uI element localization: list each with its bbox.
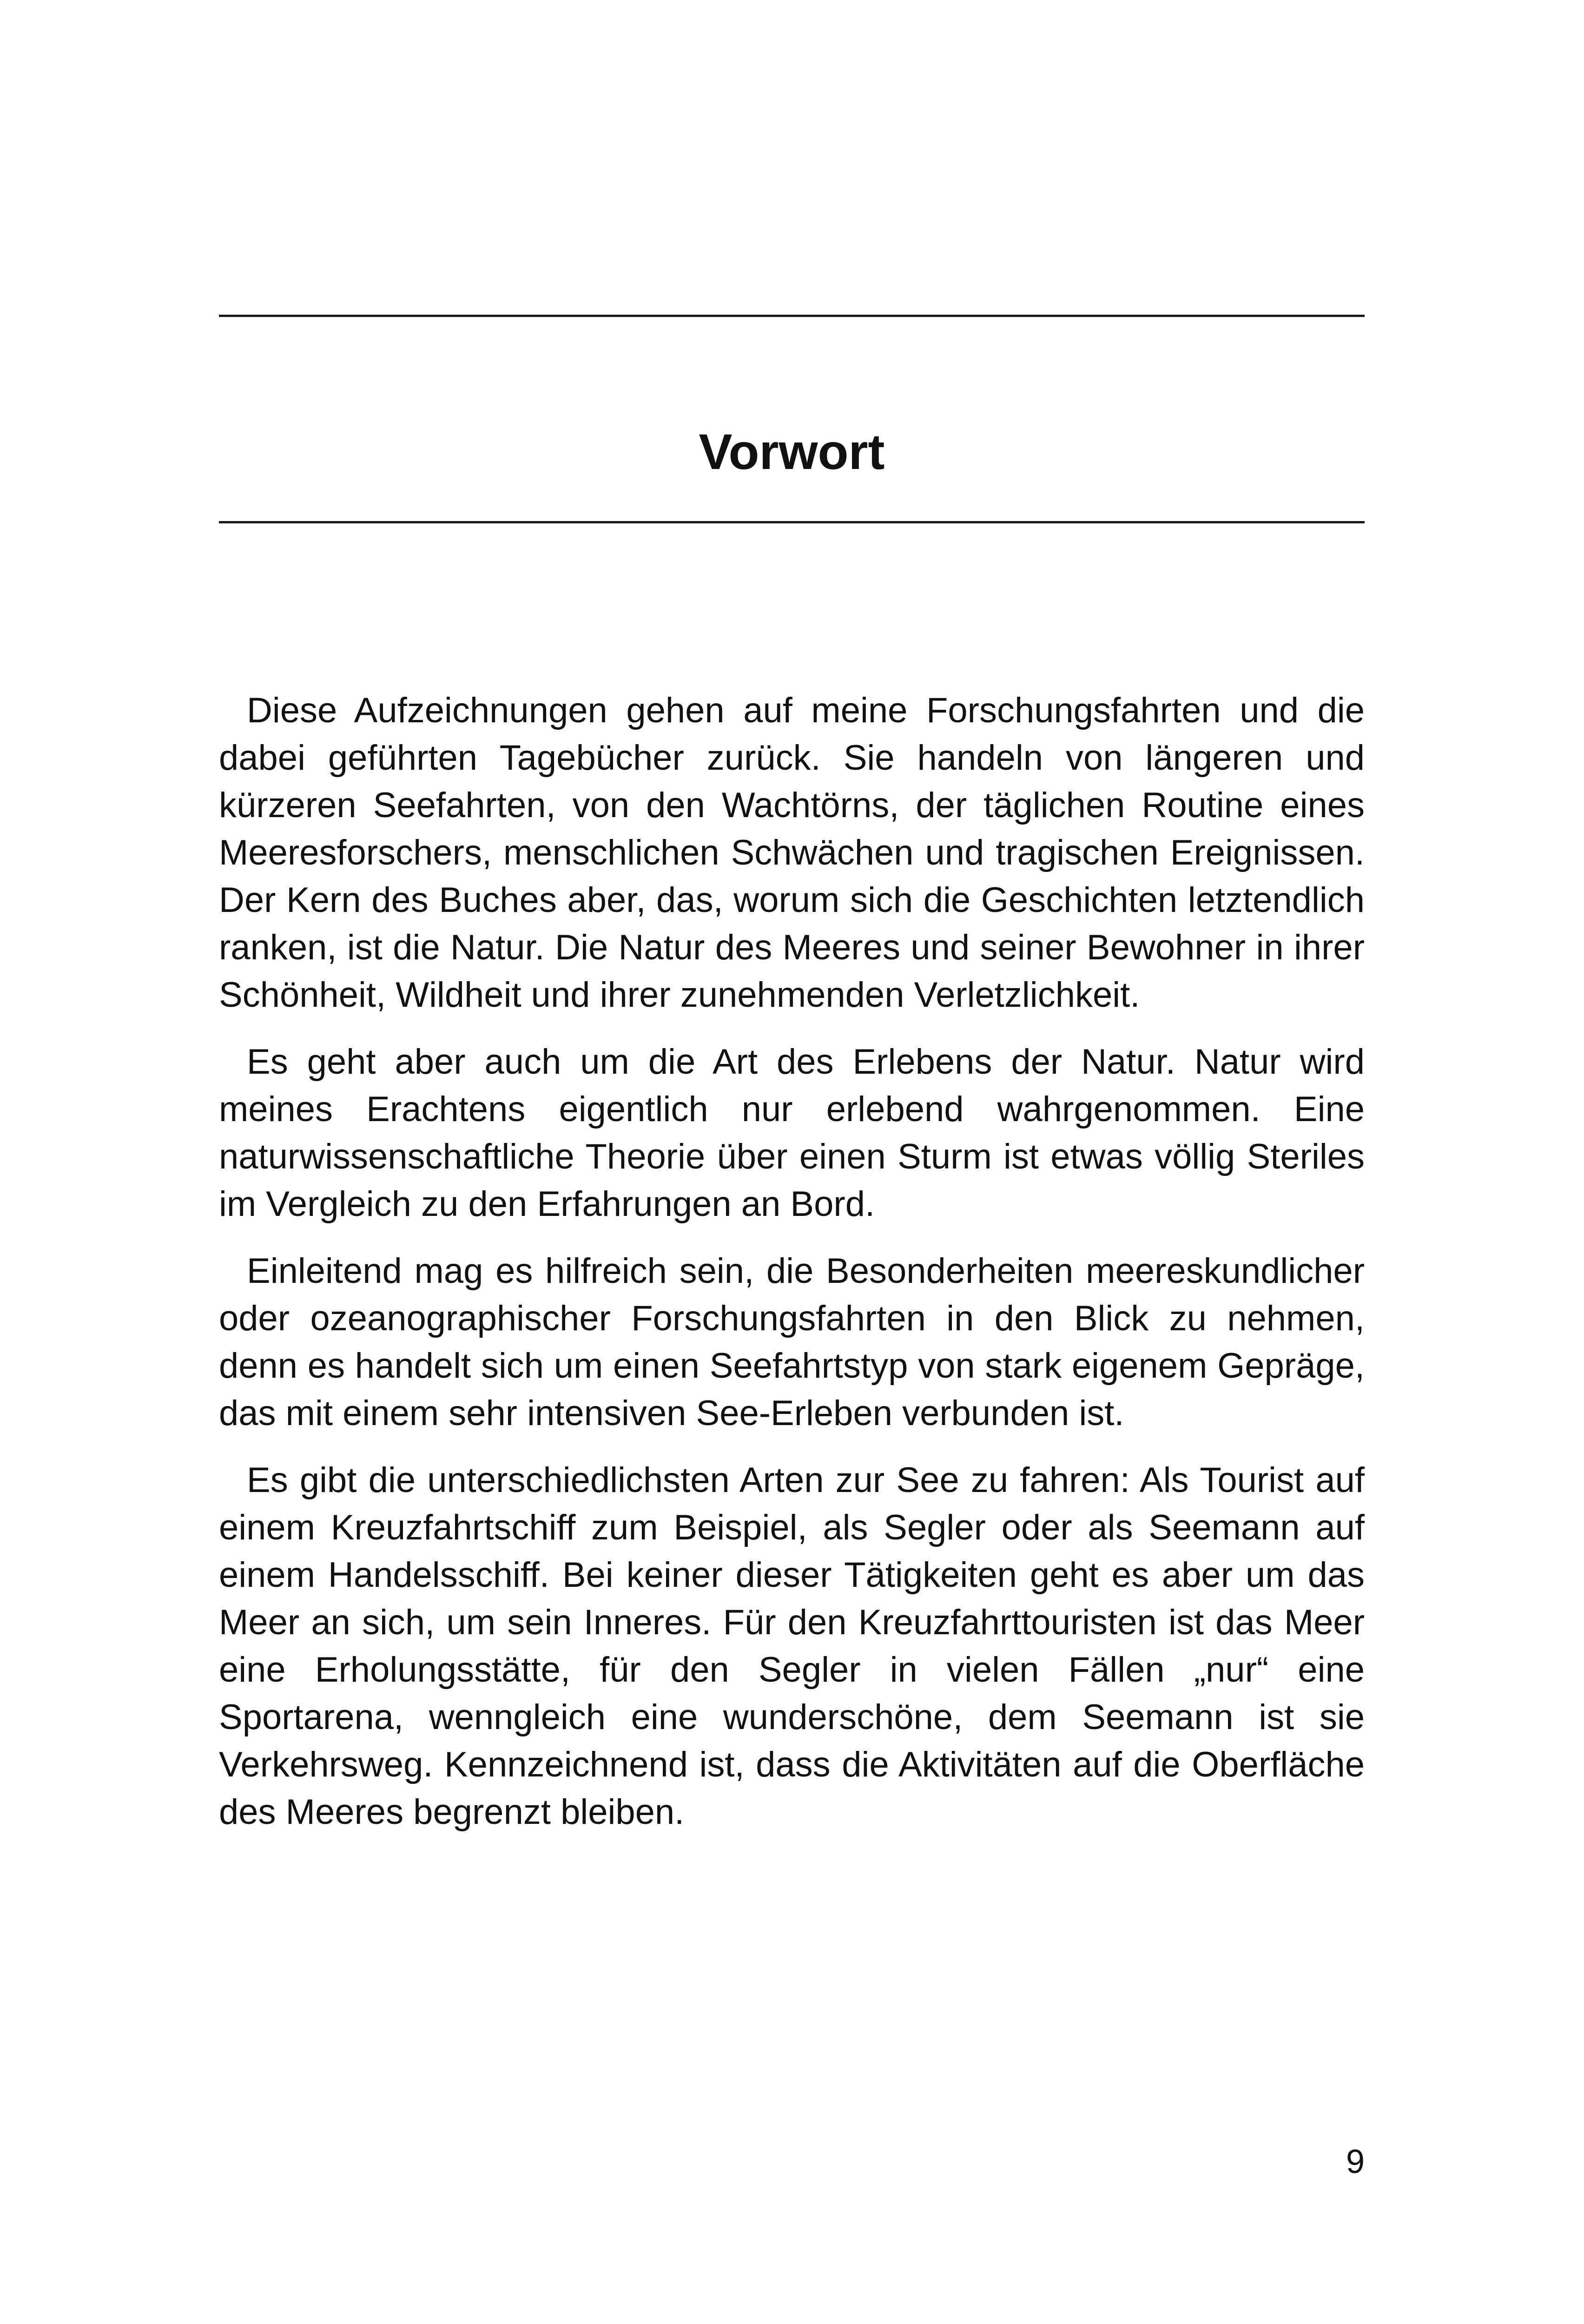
page-number: 9 <box>1346 2143 1365 2180</box>
paragraph: Diese Aufzeichnungen gehen auf meine Forschungsfahrten und die dabei geführten Tagebücher zurück. Sie handeln von längeren und kürzeren Seefahrten, von den Wachtörns, der täglichen Routine eines Meeresforschers, menschlichen Schwächen und tragischen Ereignissen. Der Kern des Buches aber, das, worum sich die Geschichten letztendlich ranken, ist die Natur. Die Natur des Meeres und seiner Bewohner in ihrer Schönheit, Wildheit und ihrer zunehmenden Verletzlichkeit. <box>219 691 1365 1015</box>
paragraph: Es geht aber auch um die Art des Erlebens der Natur. Natur wird meines Erachtens eigentlich nur erlebend wahrgenommen. Eine naturwissenschaftliche Theorie über einen Sturm ist etwas völlig Steriles im Vergleich zu den Erfahrungen an Bord. <box>219 1042 1365 1224</box>
bottom-rule <box>219 521 1365 523</box>
paragraph: Einleitend mag es hilfreich sein, die Besonderheiten meereskundlicher oder ozeanographischer Forschungsfahrten in den Blick zu nehmen, denn es handelt sich um einen Seefahrtstyp von stark eigenem Gepräge, das mit einem sehr intensiven See-Erleben verbunden ist. <box>219 1251 1365 1433</box>
paragraph: Es gibt die unterschiedlichsten Arten zur See zu fahren: Als Tourist auf einem Kreuzfahrtschiff zum Beispiel, als Segler oder als Seemann auf einem Handelsschiff. Bei keiner dieser Tätigkeiten geht es aber um das Meer an sich, um sein Inneres. Für den Kreuzfahrttouristen ist das Meer eine Erholungsstätte, für den Segler in vielen Fällen „nur“ eine Sportarena, wenngleich eine wunderschöne, dem Seemann ist sie Verkehrsweg. Kennzeichnend ist, dass die Aktivitäten auf die Oberfläche des Meeres begrenzt bleiben. <box>219 1460 1365 1832</box>
page-title: Vorwort <box>699 423 885 480</box>
top-rule <box>219 315 1365 317</box>
body-text <box>219 687 1365 1855</box>
